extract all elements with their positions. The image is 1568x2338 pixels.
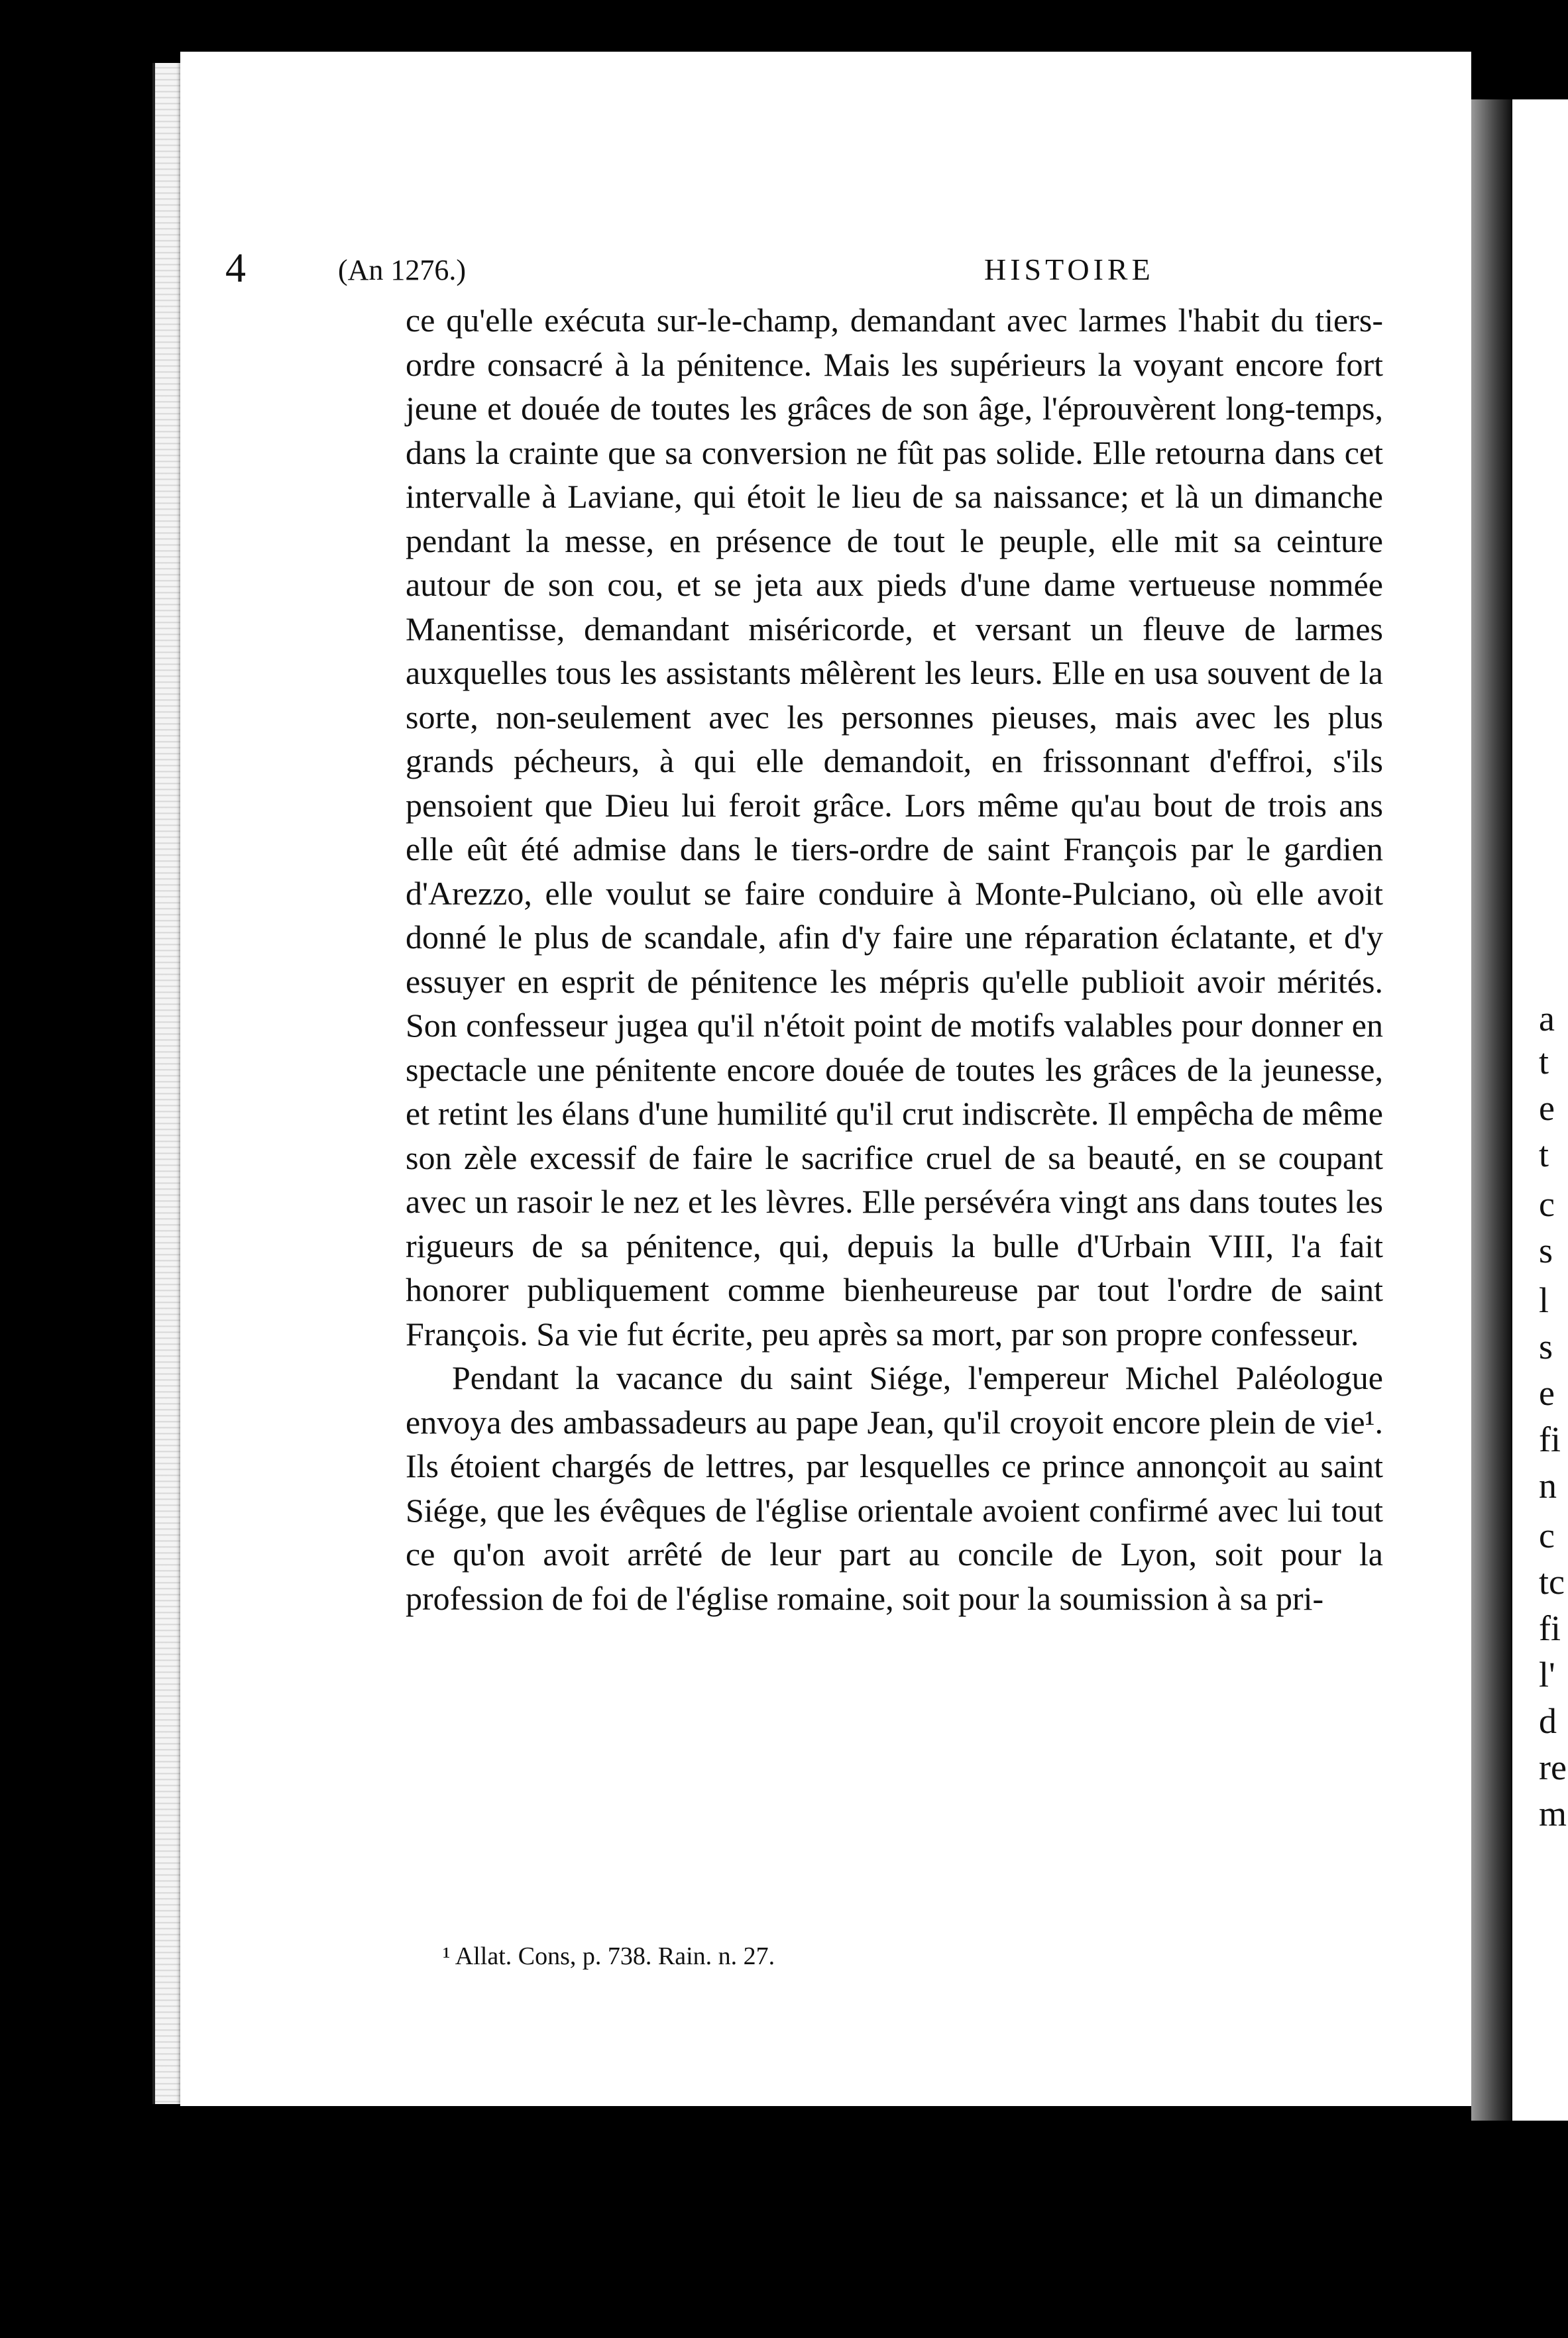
adjacent-page-fragment: n [1539,1466,1557,1506]
running-header [225,245,1425,292]
adjacent-page-fragment: l [1539,1280,1549,1320]
adjacent-page-fragment: m [1539,1794,1567,1834]
adjacent-page-fragment: e [1539,1373,1555,1413]
paragraph: Pendant la vacance du saint Siége, l'empereur Michel Paléologue envoya des ambassadeurs au pape Jean, qu'il croyoit encore plein de vie¹. Ils étoient chargés de lettres, par lesquelles ce prince annonçoit au saint Siége, que les évêques de l'église orientale avoient confirmé avec lui tout ce qu'on avoit arrêté de leur part au concile de Lyon, soit pour la profession de foi de l'église romaine, soit pour la soumission à sa pri- [406,1359,1383,1617]
page-gutter [1471,99,1511,2121]
adjacent-page-fragment: fi [1539,1420,1561,1459]
adjacent-page-fragment: fi [1539,1608,1561,1648]
page-number: 4 [225,246,246,291]
paragraph: ce qu'elle exécuta sur-le-champ, demandant avec larmes l'habit du tiers-ordre consacré à la pénitence. Mais les supérieurs la voyant encore fort jeune et douée de toutes les grâces de son âge, l'éprouvèrent long-temps, dans la crainte que sa conversion ne fût pas solide. Elle retourna dans cet intervalle à Laviane, qui étoit le lieu de sa naissance; et là un dimanche pendant la messe, en présence de tout le peuple, elle mit sa ceinture autour de son cou, et se jeta aux pieds d'une dame vertueuse nommée Manentisse, demandant miséricorde, et versant un fleuve de larmes auxquelles tous les assistants mêlèrent les leurs. Elle en usa souvent de la sorte, non-seulement avec les personnes pieuses, mais avec les plus grands pécheurs, à qui elle demandoit, en frissonnant d'effroi, s'ils pensoient que Dieu lui feroit grâce. Lors même qu'au bout de trois ans elle eût été admise dans le tiers-ordre de saint François par le gardien d'Arezzo, elle voulut se faire conduire à Monte-Pulciano, où elle avoit donné le plus de scandale, afin d'y faire une réparation éclatante, et d'y essuyer en esprit de pénitence les mépris qu'elle publioit avoir mérités. Son confesseur jugea qu'il n'étoit point de motifs valables pour donner en spectacle une pénitente encore douée de toutes les grâces de la jeunesse, et retint les élans d'une humilité qu'il crut indiscrète. Il empêcha de même son zèle excessif de faire le sacrifice cruel de sa beauté, en se coupant avec un rasoir le nez et les lèvres. Elle persévéra vingt ans dans toutes les rigueurs de sa pénitence, qui, depuis la bulle d'Urbain VIII, l'a fait honorer publiquement comme bienheureuse par tout l'ordre de saint François. Sa vie fut écrite, peu après sa mort, par son propre confesseur. [406,302,1383,1353]
adjacent-page-fragment: c [1539,1184,1555,1224]
body-text [406,298,1383,1620]
header-year: (An 1276.) [338,254,467,286]
adjacent-page-fragment: t [1539,1135,1549,1174]
adjacent-page-fragment: l' [1539,1655,1555,1695]
header-title: HISTOIRE [984,252,1154,286]
adjacent-page-fragment: s [1539,1327,1553,1366]
adjacent-page-fragment: d [1539,1701,1557,1741]
adjacent-page-fragment: tc [1539,1562,1565,1602]
adjacent-page-fragment: e [1539,1088,1555,1128]
adjacent-page-fragment: c [1539,1516,1555,1555]
adjacent-page-fragment: re [1539,1748,1567,1787]
adjacent-page-edge [1512,99,1568,2121]
binding-strip [152,63,183,2104]
adjacent-page-fragment: a [1539,999,1555,1038]
adjacent-page-fragment: s [1539,1231,1553,1270]
adjacent-page-fragment: t [1539,1042,1549,1082]
footnote: ¹ Allat. Cons, p. 738. Rain. n. 27. [443,1942,775,1970]
